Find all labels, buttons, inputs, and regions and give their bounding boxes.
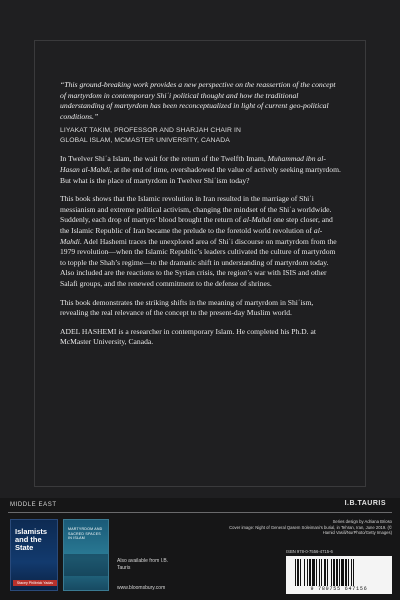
- para2-text-b: one step closer, and the Islamic Republic of Iran became the prelude to the foretold world revolution of: [60, 215, 333, 235]
- footer-divider: [8, 512, 392, 513]
- mahdi-name: Muhammad ibn al-Hasan al-Mahdi: [60, 154, 326, 174]
- publisher-logo: I.B.TAURIS: [344, 500, 386, 507]
- para2-text-c: . Adel Hashemi traces the unexplored area of Shiʿi discourse on martyrdom from the 1979 revolution—when the Islamic Republic’s leaders cultivated the culture of martyrdom to topple the Shah’s regime—to the dramatic shift in understanding of martyrdom today. Also included are the reactions to the Syrian crisis, the region’s war with ISIS and other Salafi groups, and the renewed commitment to the defense of shrines.: [60, 236, 337, 288]
- description-paragraph-2: [60, 194, 342, 289]
- isbn-label: ISBN 978-0-7556-4715-6: [286, 549, 333, 554]
- book1-title: Islamists and the State: [15, 527, 48, 552]
- attribution-line-1: LIYAKAT TAKIM, PROFESSOR AND SHARJAH CHAIR IN: [60, 127, 242, 135]
- para1-text-a: In Twelver Shiʿa Islam, the wait for the return of the Twelfth Imam,: [60, 154, 268, 164]
- description-paragraph-1: [60, 154, 342, 186]
- mahdi-term-2: al-Mahdi: [60, 225, 323, 246]
- publisher-website: www.bloomsbury.com: [117, 585, 166, 591]
- also-available-text: Also available from I.B. Tauris: [117, 558, 169, 571]
- endorsement-attribution: [60, 126, 342, 146]
- image-credit: Cover image: Night of General Qasem Soleimani’s burial, in Tehran, Iran, June 2019. (© Hamid Vasili/NurPhoto/Getty Images): [229, 524, 392, 535]
- also-available-book-2: [63, 519, 109, 591]
- mahdi-term-1: al-Mahdi: [243, 215, 272, 225]
- endorsement-quote: “This ground-breaking work provides a new perspective on the reassertion of the concept of martyrdom in contemporary Shiʿi political thought and how the traditional understanding of martyrdom has been reconceptualized in light of current geo-political conditions.”: [60, 80, 336, 121]
- para1-text-b: , at the end of time, overshadowed the value of actively seeking martyrdom. But what is the place of martyrdom in Twelver Shiʿism today?: [60, 164, 341, 185]
- book2-title: MARTYRDOM AND SACRED SPACES IN ISLAM: [68, 527, 103, 541]
- para2-text-a: This book shows that the Islamic revolution in Iran resulted in the marriage of Shiʿi messianism and extreme political activism, changing the mindset of the Shiʿa worldwide. Suddenly, each drop of martyrs’ blood brought the return of: [60, 194, 332, 225]
- description-paragraph-3: This book demonstrates the striking shifts in the meaning of martyrdom in Shiʿism, revealing the real relevance of the concept to the present-day Muslim world.: [60, 297, 314, 318]
- also-available-book-1: [10, 519, 58, 591]
- book1-author: Stacey Philbrick Yadav: [13, 580, 57, 586]
- author-bio: ADEL HASHEMI is a researcher in contemporary Islam. He completed his Ph.D. at McMaster University, Canada.: [60, 326, 316, 347]
- attribution-line-2: GLOBAL ISLAM, MCMASTER UNIVERSITY, CANADA: [60, 137, 230, 145]
- barcode-digits: 9 780755 647156: [310, 586, 368, 592]
- barcode-icon: [294, 559, 386, 586]
- blurb-block: [60, 80, 342, 348]
- cover-credits: [228, 519, 392, 536]
- book2-cover-image: [64, 554, 108, 576]
- category-label: MIDDLE EAST: [10, 502, 57, 508]
- barcode-box: [286, 556, 392, 594]
- design-credit: Series design by Adriana Brioso: [332, 519, 392, 524]
